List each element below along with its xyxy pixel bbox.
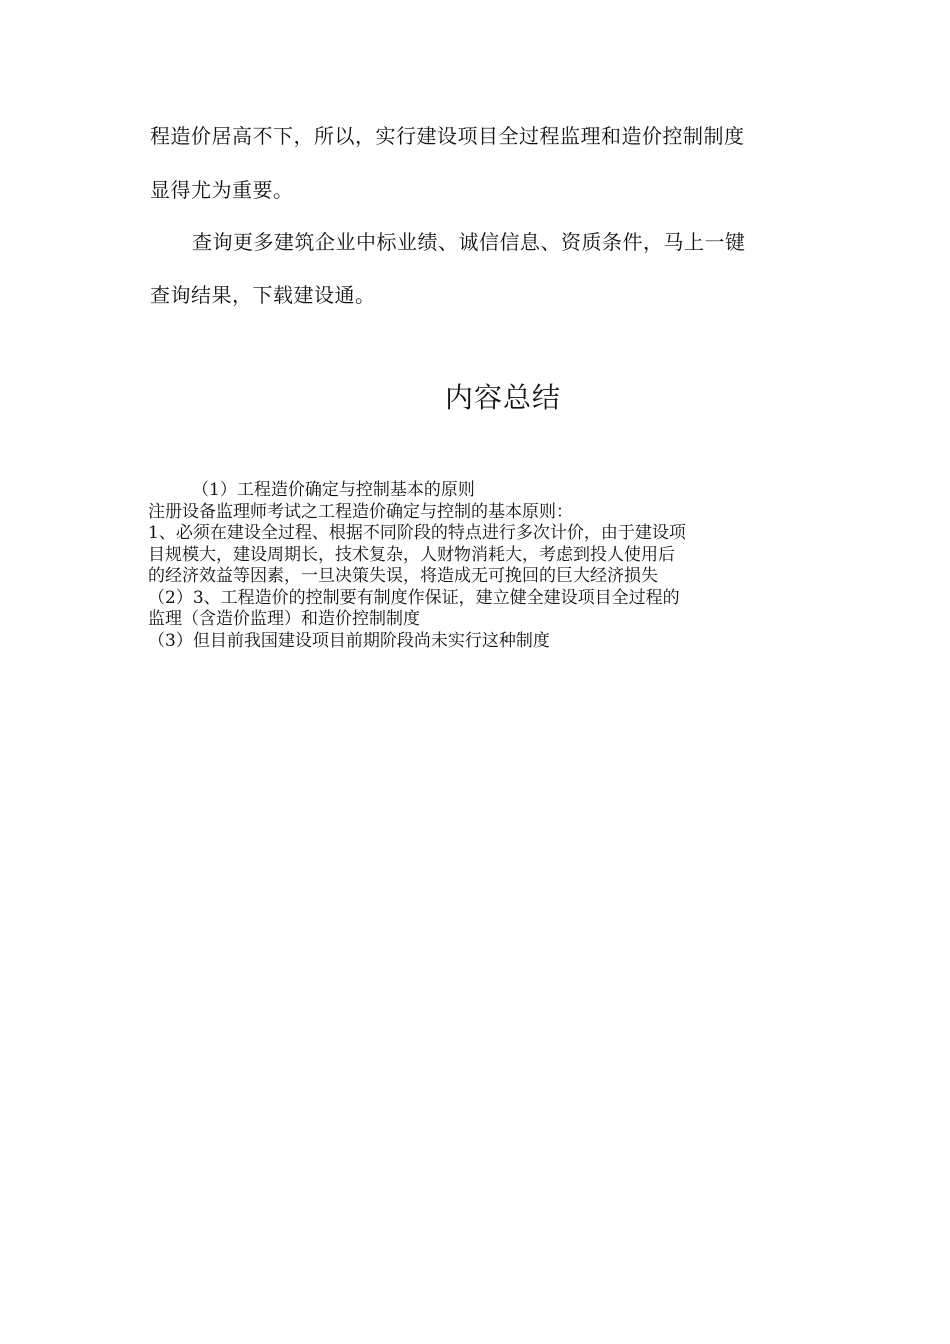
summary-line: （1）工程造价确定与控制基本的原则 — [192, 480, 475, 500]
summary-line: 监理（含造价监理）和造价控制制度 — [148, 609, 420, 629]
summary-line: 目规模大，建设周期长，技术复杂，人财物消耗大，考虑到投人使用后 — [148, 544, 675, 565]
summary-block — [148, 480, 808, 652]
summary-line: （2）3、工程造价的控制要有制度作保证，建立健全建设项目全过程的 — [148, 587, 680, 608]
summary-line: 的经济效益等因素，一旦决策失误，将造成无可挽回的巨大经济损失 — [148, 566, 658, 586]
summary-title: 内容总结 — [444, 381, 561, 414]
paragraph-2-line-2: 查询结果，下载建设通。 — [150, 283, 376, 307]
paragraph-2-line-1: 查询更多建筑企业中标业绩、诚信信息、资质条件，马上一键 — [192, 230, 746, 254]
paragraph-1-line-2: 显得尤为重要。 — [150, 178, 294, 202]
summary-line: （3）但目前我国建设项目前期阶段尚未实行这种制度 — [148, 630, 550, 651]
summary-line: 注册设备监理师考试之工程造价确定与控制的基本原则： — [148, 501, 573, 522]
paragraph-1-line-1: 程造价居高不下，所以，实行建设项目全过程监理和造价控制制度 — [150, 124, 745, 148]
summary-line: 1、必须在建设全过程、根据不同阶段的特点进行多次计价，由于建设项 — [148, 523, 686, 543]
